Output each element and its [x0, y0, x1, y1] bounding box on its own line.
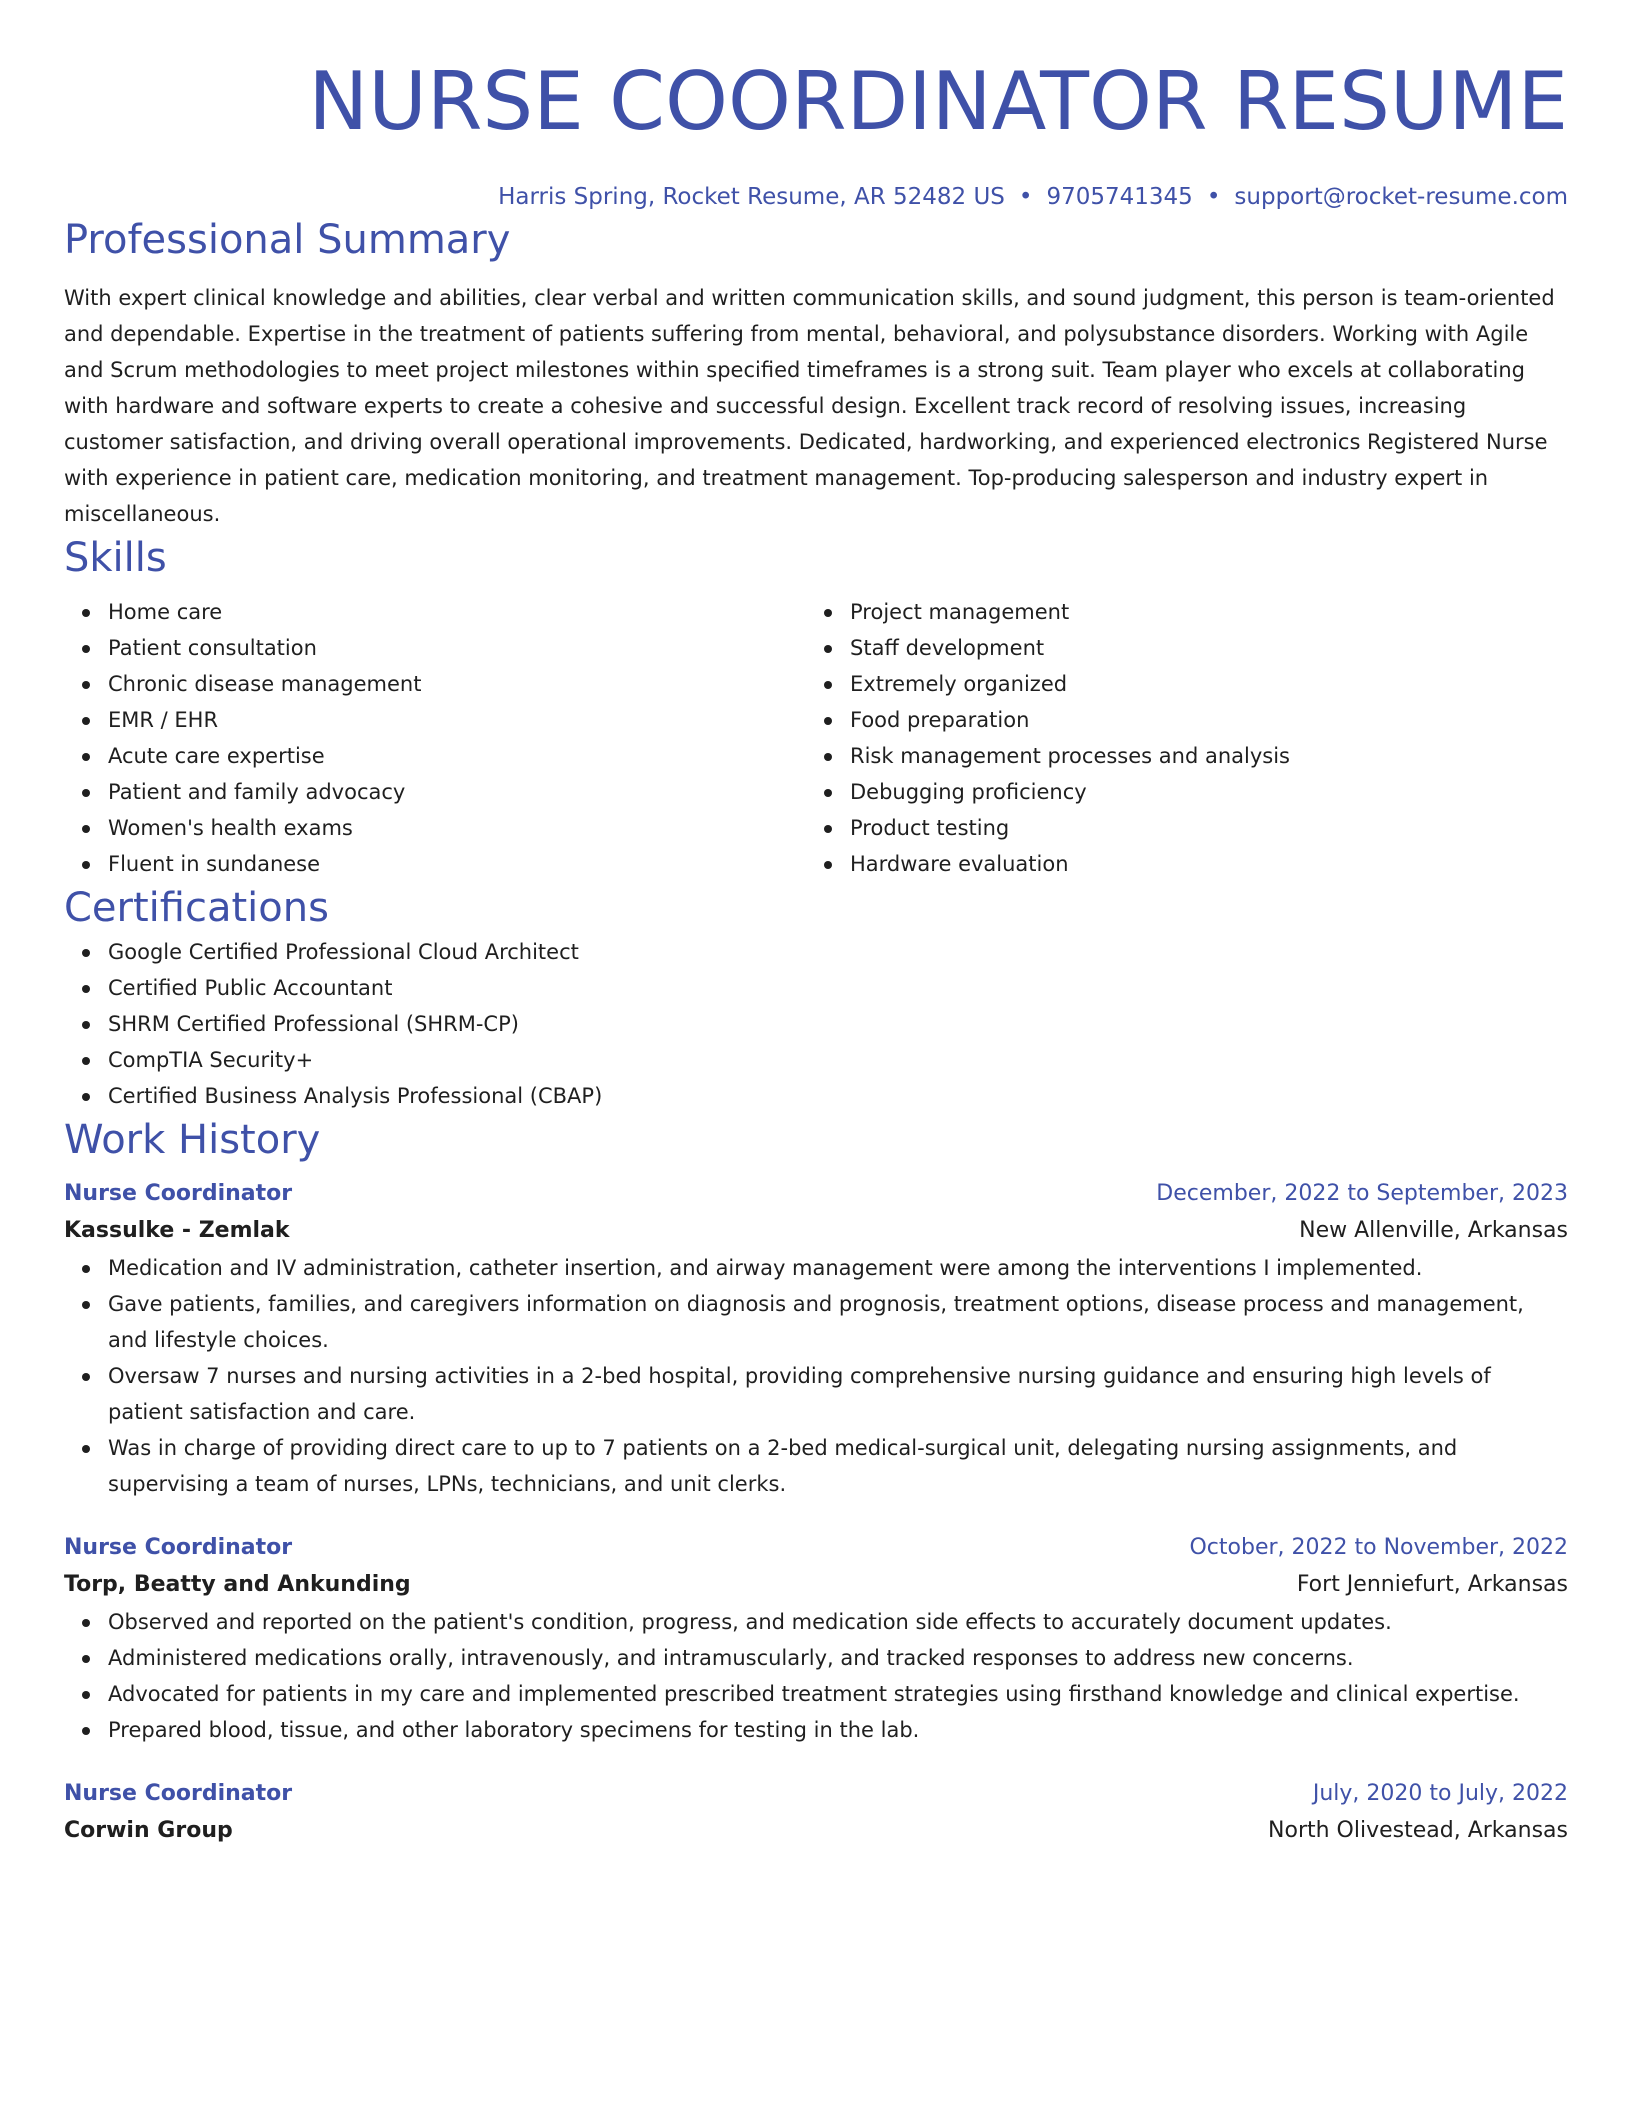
- skill-item: Project management: [850, 594, 1548, 630]
- skill-item: EMR / EHR: [108, 702, 806, 738]
- job-title-row: [64, 1176, 1568, 1212]
- skills-grid: [64, 594, 1568, 882]
- skill-item: Acute care expertise: [108, 738, 806, 774]
- job-duty: Prepared blood, tissue, and other laboratory specimens for testing in the lab.: [108, 1712, 1568, 1748]
- skill-item: Chronic disease management: [108, 666, 806, 702]
- job-company-row: [64, 1212, 1568, 1250]
- contact-separator: •: [1206, 184, 1221, 210]
- job-duty: Oversaw 7 nurses and nursing activities in a 2-bed hospital, providing comprehensive nursing guidance and ensuring high levels of patient satisfaction and care.: [108, 1358, 1568, 1430]
- skill-item: Home care: [108, 594, 806, 630]
- certification-item: Google Certified Professional Cloud Architect: [108, 934, 1568, 970]
- skill-item: Patient consultation: [108, 630, 806, 666]
- skills-list-left: [64, 594, 806, 882]
- job-duties-list: [64, 1250, 1568, 1502]
- contact-separator: •: [1018, 184, 1033, 210]
- job-duty: Administered medications orally, intravenously, and intramuscularly, and tracked responses to address new concerns.: [108, 1640, 1568, 1676]
- skills-list-right: [806, 594, 1548, 882]
- job-entry: [64, 1776, 1568, 1850]
- skill-item: Patient and family advocacy: [108, 774, 806, 810]
- job-duty: Observed and reported on the patient's condition, progress, and medication side effects to accurately document updates.: [108, 1604, 1568, 1640]
- job-duty: Was in charge of providing direct care to up to 7 patients on a 2-bed medical-surgical unit, delegating nursing assignments, and supervising a team of nurses, LPNs, technicians, and unit clerks.: [108, 1430, 1568, 1502]
- job-title: Nurse Coordinator: [64, 1781, 293, 1806]
- skills-heading: Skills: [64, 535, 167, 581]
- job-dates: October, 2022 to November, 2022: [1189, 1535, 1568, 1560]
- skill-item: Food preparation: [850, 702, 1548, 738]
- skill-item: Hardware evaluation: [850, 846, 1548, 882]
- job-duty: Advocated for patients in my care and implemented prescribed treatment strategies using firsthand knowledge and clinical expertise.: [108, 1676, 1568, 1712]
- job-title: Nurse Coordinator: [64, 1181, 293, 1206]
- summary-heading: Professional Summary: [64, 217, 511, 263]
- job-title-row: [64, 1776, 1568, 1812]
- job-company: Kassulke - Zemlak: [64, 1218, 290, 1243]
- contact-line: [64, 180, 1568, 214]
- job-title-row: [64, 1530, 1568, 1566]
- job-duty: Medication and IV administration, catheter insertion, and airway management were among the interventions I implemented.: [108, 1250, 1568, 1286]
- job-duty: Gave patients, families, and caregivers information on diagnosis and prognosis, treatment options, disease process and management, and lifestyle choices.: [108, 1286, 1568, 1358]
- certification-item: CompTIA Security+: [108, 1042, 1568, 1078]
- contact-email: support@rocket-resume.com: [1234, 184, 1568, 210]
- job-company-row: [64, 1566, 1568, 1604]
- resume-title: NURSE COORDINATOR RESUME: [308, 55, 1568, 148]
- skill-item: Risk management processes and analysis: [850, 738, 1548, 774]
- skill-item: Fluent in sundanese: [108, 846, 806, 882]
- contact-phone: 9705741345: [1046, 184, 1193, 210]
- job-location: North Olivestead, Arkansas: [1268, 1818, 1568, 1843]
- job-duties-list: [64, 1604, 1568, 1748]
- summary-text: With expert clinical knowledge and abilities, clear verbal and written communication skills, and sound judgment, this person is team-oriented and dependable. Expertise in the treatment of patients suffering from mental, behavioral, and polysubstance disorders. Working with Agile and Scrum methodologies to meet project milestones within specified timeframes is a strong suit. Team player who excels at collaborating with hardware and software experts to create a cohesive and successful design. Excellent track record of resolving issues, increasing customer satisfaction, and driving overall operational improvements. Dedicated, hardworking, and experienced electronics Registered Nurse with experience in patient care, medication monitoring, and treatment management. Top-producing salesperson and industry expert in miscellaneous.: [64, 286, 1555, 526]
- skill-item: Extremely organized: [850, 666, 1548, 702]
- job-dates: July, 2020 to July, 2022: [1312, 1781, 1568, 1806]
- skill-item: Women's health exams: [108, 810, 806, 846]
- job-company: Torp, Beatty and Ankunding: [64, 1572, 411, 1597]
- job-entry: [64, 1530, 1568, 1748]
- job-title: Nurse Coordinator: [64, 1535, 293, 1560]
- certifications-heading: Certifications: [64, 885, 329, 931]
- job-location: New Allenville, Arkansas: [1299, 1218, 1568, 1243]
- job-location: Fort Jenniefurt, Arkansas: [1296, 1572, 1568, 1597]
- certifications-list: [64, 934, 1568, 1114]
- skill-item: Staff development: [850, 630, 1548, 666]
- work-history-heading: Work History: [64, 1117, 321, 1163]
- skills-column-right: [806, 594, 1548, 882]
- job-entry: [64, 1176, 1568, 1502]
- skill-item: Debugging proficiency: [850, 774, 1548, 810]
- skill-item: Product testing: [850, 810, 1548, 846]
- contact-address: Harris Spring, Rocket Resume, AR 52482 US: [498, 184, 1005, 210]
- certification-item: Certified Public Accountant: [108, 970, 1568, 1006]
- certification-item: SHRM Certified Professional (SHRM-CP): [108, 1006, 1568, 1042]
- certification-item: Certified Business Analysis Professional (CBAP): [108, 1078, 1568, 1114]
- job-dates: December, 2022 to September, 2023: [1156, 1181, 1568, 1206]
- job-company-row: [64, 1812, 1568, 1850]
- skills-column-left: [64, 594, 806, 882]
- job-company: Corwin Group: [64, 1818, 233, 1843]
- resume-page: [64, 0, 1568, 1850]
